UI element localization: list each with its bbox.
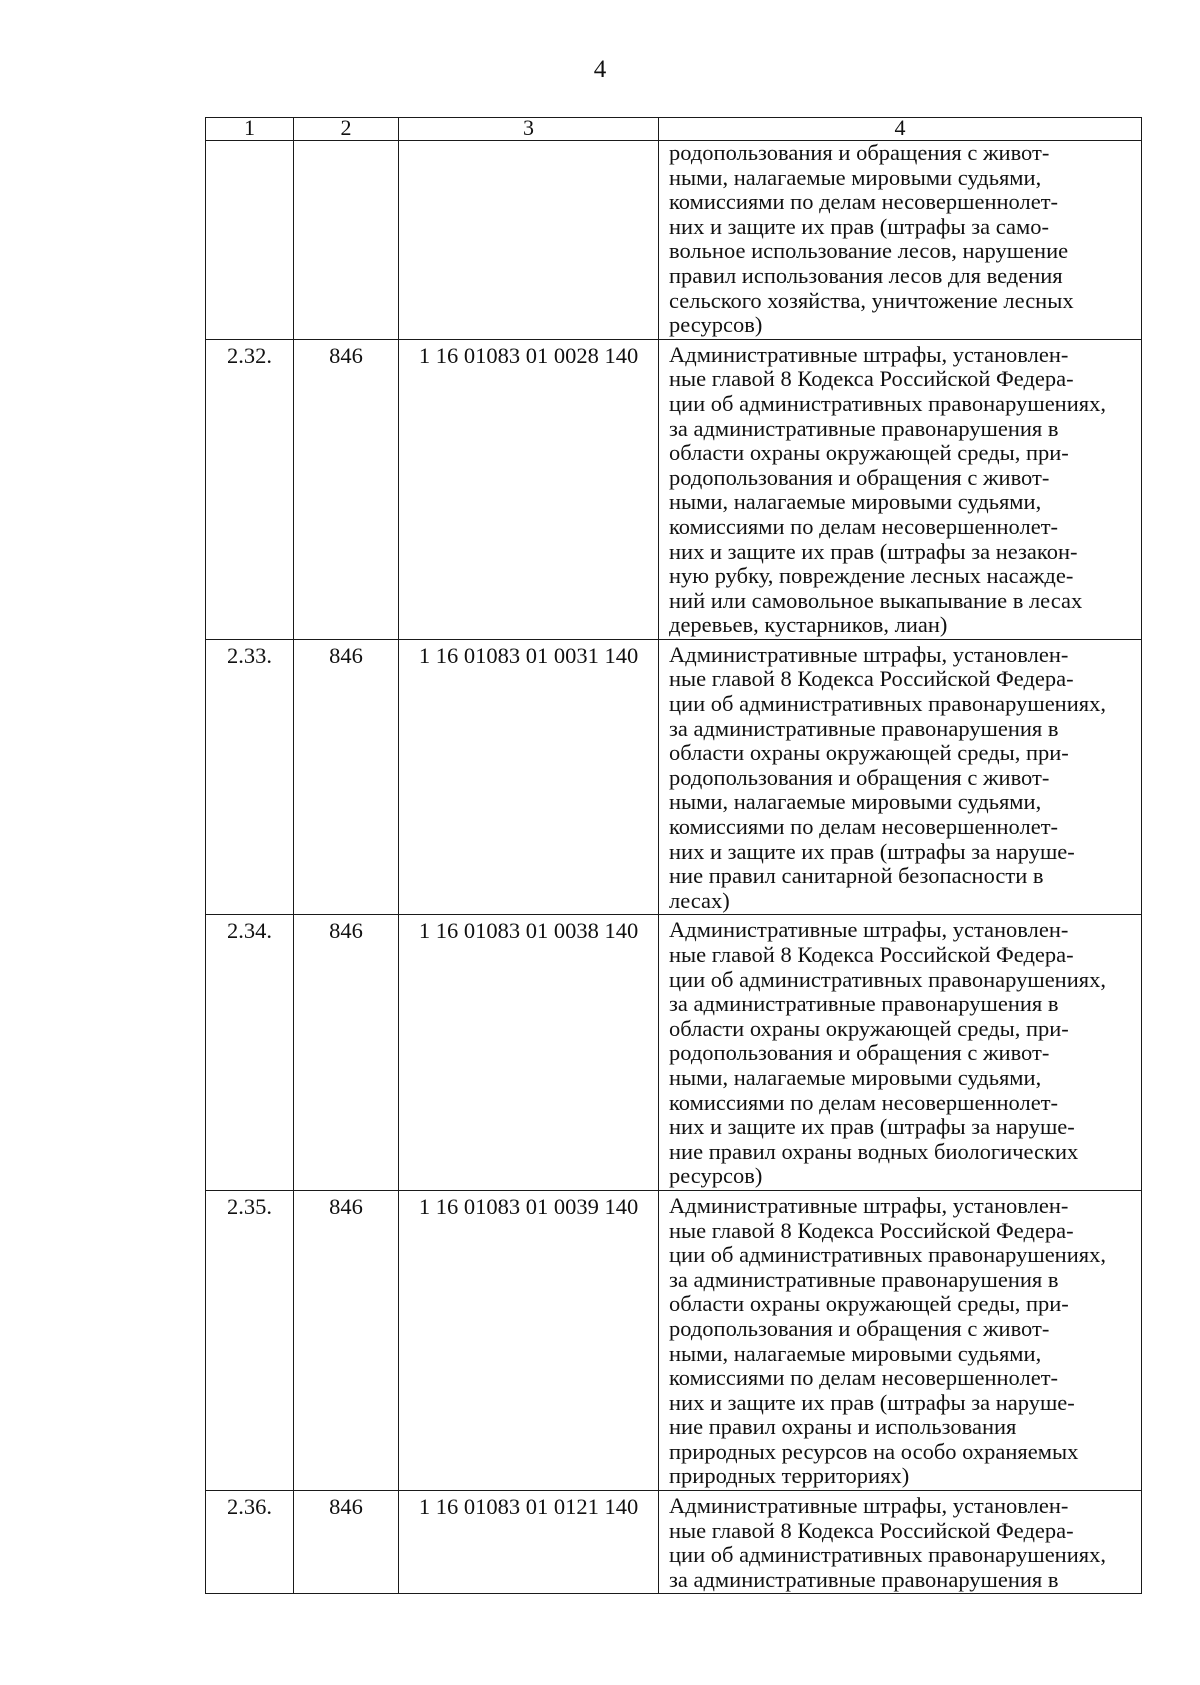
description-line: ресурсов)	[669, 1163, 763, 1189]
table-row	[206, 915, 1142, 1191]
description-line: ные главой 8 Кодекса Российской Федера-	[669, 1217, 1074, 1243]
row-number-cell: 2.35.	[206, 1190, 294, 1490]
description-line: ний или самовольное выкапывание в лесах	[669, 587, 1083, 613]
description-line: ными, налагаемые мировыми судьями,	[669, 1340, 1042, 1366]
admin-code-cell: 846	[294, 339, 399, 639]
admin-code-cell: 846	[294, 915, 399, 1191]
description-line: комиссиями по делам несовершеннолет-	[669, 513, 1059, 539]
budget-code-cell: 1 16 01083 01 0028 140	[399, 339, 659, 639]
description-line: природных территориях)	[669, 1463, 910, 1489]
description-line: ции об административных правонарушениях,	[669, 691, 1106, 717]
description-line: сельского хозяйства, уничтожение лесных	[669, 287, 1074, 313]
description-line: за административные правонарушения в	[669, 991, 1059, 1017]
description-line: ние правил охраны и использования	[669, 1414, 1017, 1440]
table-row	[206, 1491, 1142, 1594]
table-body	[206, 141, 1142, 1594]
row-number-cell: 2.32.	[206, 339, 294, 639]
description-line: лесах)	[669, 887, 730, 913]
header-col-2: 2	[294, 118, 399, 141]
admin-code-cell: 846	[294, 1491, 399, 1594]
budget-code-cell: 1 16 01083 01 0038 140	[399, 915, 659, 1191]
description-line: ными, налагаемые мировыми судьями,	[669, 789, 1042, 815]
description-line: ции об административных правонарушениях,	[669, 390, 1106, 416]
description-line: ные главой 8 Кодекса Российской Федера-	[669, 666, 1074, 692]
cell-empty	[294, 141, 399, 340]
description-line: них и защите их прав (штрафы за наруше-	[669, 838, 1075, 864]
description-line: ную рубку, повреждение лесных насажде-	[669, 563, 1074, 589]
description-line: Административные штрафы, установлен-	[669, 641, 1069, 667]
description-line: родопользования и обращения с живот-	[669, 1040, 1050, 1066]
budget-code-cell: 1 16 01083 01 0039 140	[399, 1190, 659, 1490]
description-line: вольное использование лесов, нарушение	[669, 238, 1069, 264]
description-line: комиссиями по делам несовершеннолет-	[669, 1365, 1059, 1391]
description-line: комиссиями по делам несовершеннолет-	[669, 1089, 1059, 1115]
description-line: ными, налагаемые мировыми судьями,	[669, 164, 1042, 190]
description-line: них и защите их прав (штрафы за наруше-	[669, 1389, 1075, 1415]
description-line: Административные штрафы, установлен-	[669, 1192, 1069, 1218]
row-number-cell: 2.36.	[206, 1491, 294, 1594]
description-line: родопользования и обращения с живот-	[669, 140, 1050, 165]
description-line: ресурсов)	[669, 312, 763, 338]
description-cell	[659, 639, 1142, 915]
admin-code-cell: 846	[294, 1190, 399, 1490]
cell-empty	[206, 141, 294, 340]
table-row	[206, 339, 1142, 639]
row-number-cell: 2.34.	[206, 915, 294, 1191]
description-line: ными, налагаемые мировыми судьями,	[669, 489, 1042, 515]
description-cell	[659, 339, 1142, 639]
budget-codes-table	[205, 117, 1142, 1594]
description-line: области охраны окружающей среды, при-	[669, 740, 1069, 766]
description-cell	[659, 1491, 1142, 1594]
table-row-continuation	[206, 141, 1142, 340]
table-header-row	[206, 118, 1142, 141]
description-cell	[659, 141, 1142, 340]
description-line: ние правил охраны водных биологических	[669, 1138, 1079, 1164]
description-line: за административные правонарушения в	[669, 1266, 1059, 1292]
page-number: 4	[593, 56, 607, 83]
description-cell	[659, 915, 1142, 1191]
header-col-3: 3	[399, 118, 659, 141]
admin-code-cell: 846	[294, 639, 399, 915]
description-line: ные главой 8 Кодекса Российской Федера-	[669, 366, 1074, 392]
description-line: области охраны окружающей среды, при-	[669, 440, 1069, 466]
description-line: комиссиями по делам несовершеннолет-	[669, 814, 1059, 840]
description-line: ции об административных правонарушениях,	[669, 966, 1106, 992]
description-line: них и защите их прав (штрафы за само-	[669, 213, 1049, 239]
header-col-4: 4	[659, 118, 1142, 141]
description-line: ные главой 8 Кодекса Российской Федера-	[669, 1517, 1074, 1543]
description-cell	[659, 1190, 1142, 1490]
description-line: ции об административных правонарушениях,	[669, 1542, 1106, 1568]
description-line: за административные правонарушения в	[669, 1566, 1059, 1592]
row-number-cell: 2.33.	[206, 639, 294, 915]
description-line: природных ресурсов на особо охраняемых	[669, 1438, 1079, 1464]
description-line: Административные штрафы, установлен-	[669, 917, 1069, 943]
description-line: деревьев, кустарников, лиан)	[669, 612, 948, 638]
description-line: ции об административных правонарушениях,	[669, 1242, 1106, 1268]
budget-code-cell: 1 16 01083 01 0121 140	[399, 1491, 659, 1594]
description-line: ние правил санитарной безопасности в	[669, 863, 1044, 889]
description-line: ными, налагаемые мировыми судьями,	[669, 1064, 1042, 1090]
description-line: Административные штрафы, установлен-	[669, 1493, 1069, 1519]
header-col-1: 1	[206, 118, 294, 141]
table-row	[206, 639, 1142, 915]
description-line: родопользования и обращения с живот-	[669, 464, 1050, 490]
description-line: комиссиями по делам несовершеннолет-	[669, 189, 1059, 215]
description-line: за административные правонарушения в	[669, 715, 1059, 741]
description-line: ные главой 8 Кодекса Российской Федера-	[669, 942, 1074, 967]
description-line: за административные правонарушения в	[669, 415, 1059, 441]
description-line: родопользования и обращения с живот-	[669, 1315, 1050, 1341]
budget-code-cell: 1 16 01083 01 0031 140	[399, 639, 659, 915]
description-line: области охраны окружающей среды, при-	[669, 1291, 1069, 1317]
table-row	[206, 1190, 1142, 1490]
description-line: родопользования и обращения с живот-	[669, 764, 1050, 790]
description-line: них и защите их прав (штрафы за незакон-	[669, 538, 1078, 564]
description-line: правил использования лесов для ведения	[669, 262, 1063, 288]
description-line: них и защите их прав (штрафы за наруше-	[669, 1114, 1075, 1140]
description-line: Административные штрафы, установлен-	[669, 341, 1069, 367]
description-line: области охраны окружающей среды, при-	[669, 1015, 1069, 1041]
cell-empty	[399, 141, 659, 340]
